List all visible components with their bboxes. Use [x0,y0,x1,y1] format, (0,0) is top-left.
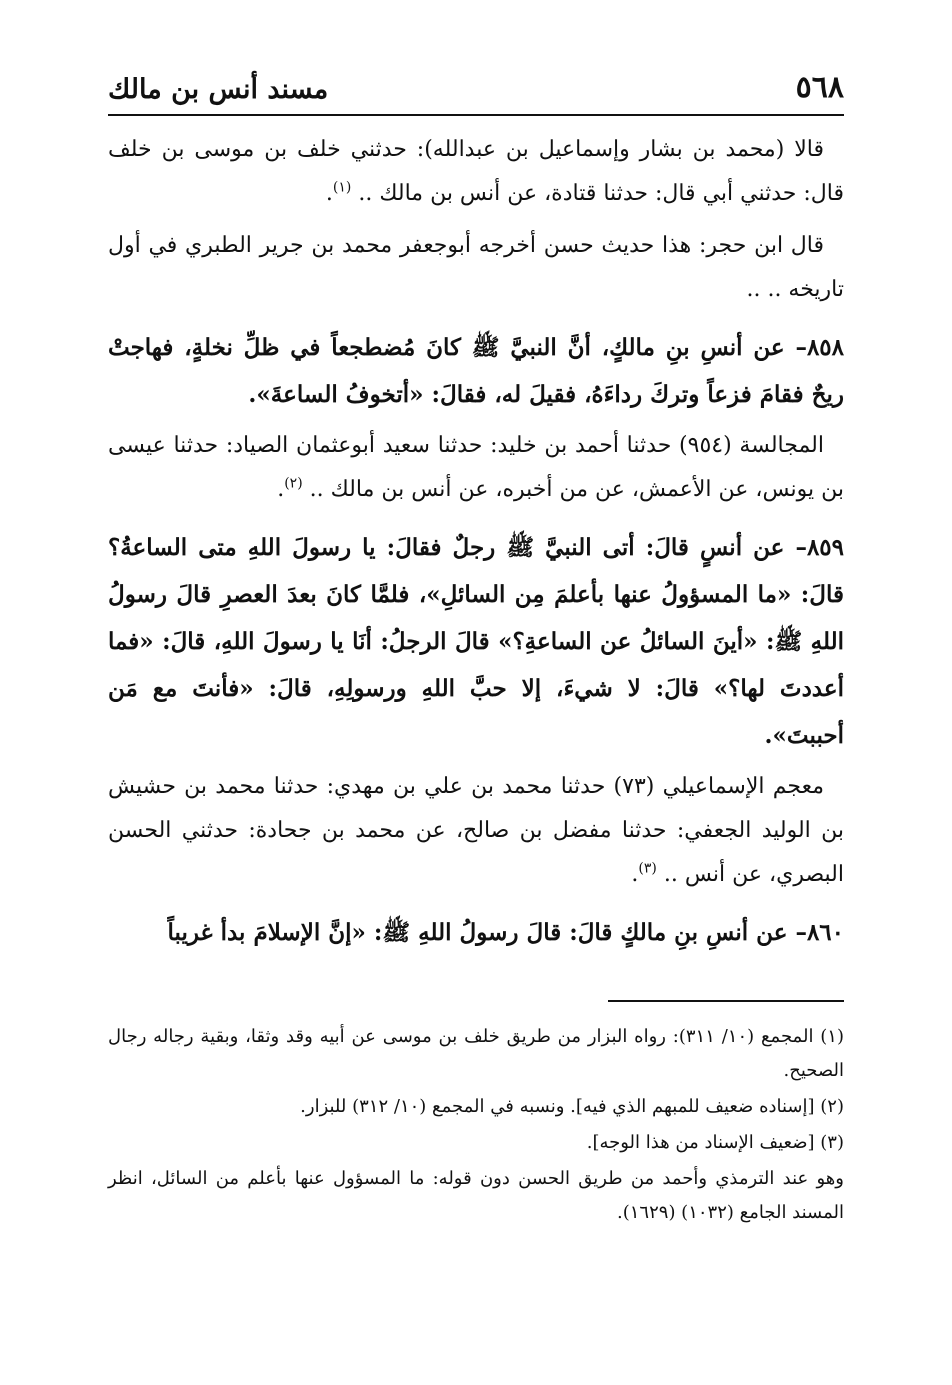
hadith-858 [108,324,844,418]
footnote-number: (٣) [820,1132,844,1153]
hadith-number: ٨٦٠– [795,919,844,946]
footnote-text: [ضعيف الإسناد من هذا الوجه]. [586,1132,821,1153]
footnote-text: وهو عند الترمذي وأحمد من طريق الحسن دون قوله: ما المسؤول عنها بأعلم من السائل، انظر المسند الجامع (١٠٣٢) (١٦٢٩). [108,1168,844,1223]
source-paragraph-1: قالا (محمد بن بشار وإسماعيل بن عبدالله): حدثني خلف بن موسى بن خلف قال: حدثني أبي قال: حدثنا قتادة، عن أنس بن مالك .. $^{(١)}$. [108,137,844,206]
footnote-3-continuation [108,1162,844,1230]
paragraph-text: المجالسة (٩٥٤) حدثنا أحمد بن خليد: حدثنا سعيد أبوعثمان الصياد: حدثنا عيسى بن يونس، عن الأعمش، عن من أخبره، عن أنس بن مالك .. [108,433,844,502]
page-header [108,66,844,116]
footnote-1 [108,1020,844,1088]
footnote-ref[interactable]: (٢) [284,475,303,492]
hadith-860 [108,909,844,956]
footnote-ref[interactable]: (١) [332,179,352,196]
running-title: مسند أنس بن مالك [108,74,329,105]
hadith-text: عن أنسِ بنِ مالكٍ، أنَّ النبيَّ ﷺ كانَ مُضطجعاً في ظلِّ نخلةٍ، فهاجتْ ريحٌ فقامَ فزعاً وتركَ رداءَهُ، فقيلَ له، فقالَ: «أتخوفُ الساعةَ». [108,334,844,408]
source-paragraph-4: معجم الإسماعيلي (٧٣) حدثنا محمد بن علي بن مهدي: حدثنا محمد بن حشيش بن الوليد الجعفي: حدثنا مفضل بن صالح، عن محمد بن جحادة: حدثني الحسن البصري، عن أنس .. $^{(٣)}$. [108,774,844,887]
main-text [108,128,844,962]
paragraph-text: معجم الإسماعيلي (٧٣) حدثنا محمد بن علي بن مهدي: حدثنا محمد بن حشيش بن الوليد الجعفي: حدثنا مفضل بن صالح، عن محمد بن جحادة: حدثني الحسن البصري، عن أنس .. [108,774,844,887]
footnote-number: (٢) [820,1096,844,1117]
paragraph-text: قالا (محمد بن بشار وإسماعيل بن عبدالله): حدثني خلف بن موسى بن خلف قال: حدثني أبي قال: حدثنا قتادة، عن أنس بن مالك .. [108,137,844,206]
hadith-number: ٨٥٩– [795,534,844,561]
footnote-rule [608,1000,844,1002]
hadith-text: عن أنسٍ قالَ: أتى النبيَّ ﷺ رجلٌ فقالَ: يا رسولَ اللهِ متى الساعةُ؟ قالَ: «ما المسؤولُ عنها بأعلمَ مِن السائلِ»، فلمَّا كانَ بعدَ العصرِ قالَ رسولُ اللهِ ﷺ: «أينَ السائلُ عن الساعةِ؟» قالَ الرجلُ: أنَا يا رسولَ اللهِ، قالَ: «فما أعددتَ لها؟» قالَ: لا شيءَ، إلا حبَّ اللهِ ورسولِهِ، قالَ: «فأنتَ مع مَن أحببتَ». [108,534,844,749]
footnote-2 [108,1090,844,1124]
footnote-3 [108,1126,844,1160]
hadith-859 [108,524,844,759]
header-rule [108,114,844,116]
footnote-text: [إسناده ضعيف للمبهم الذي فيه]. ونسبه في المجمع (١٠/ ٣١٢) للبزار. [300,1096,821,1117]
hadith-number: ٨٥٨– [795,334,844,361]
hadith-text: عن أنسِ بنِ مالكٍ قالَ: قالَ رسولُ اللهِ ﷺ: «إنَّ الإسلامَ بدأ غريباً [167,919,796,946]
page-number: ٥٦٨ [795,70,844,105]
footnote-number: (١) [820,1026,844,1047]
footnotes [108,1020,844,1232]
footnote-ref[interactable]: (٣) [638,860,657,877]
source-paragraph-2 [108,224,844,312]
footnote-text: المجمع (١٠/ ٣١١): رواه البزار من طريق خلف بن موسى عن أبيه وقد وثقا، وبقية رجاله رجال الصحيح. [108,1026,844,1081]
source-paragraph-3: المجالسة (٩٥٤) حدثنا أحمد بن خليد: حدثنا سعيد أبوعثمان الصياد: حدثنا عيسى بن يونس، عن الأعمش، عن من أخبره، عن أنس بن مالك .. $^{(٢)}$. [108,433,844,502]
paragraph-text: قال ابن حجر: هذا حديث حسن أخرجه أبوجعفر محمد بن جرير الطبري في أول تاريخه .. .. [108,233,844,302]
